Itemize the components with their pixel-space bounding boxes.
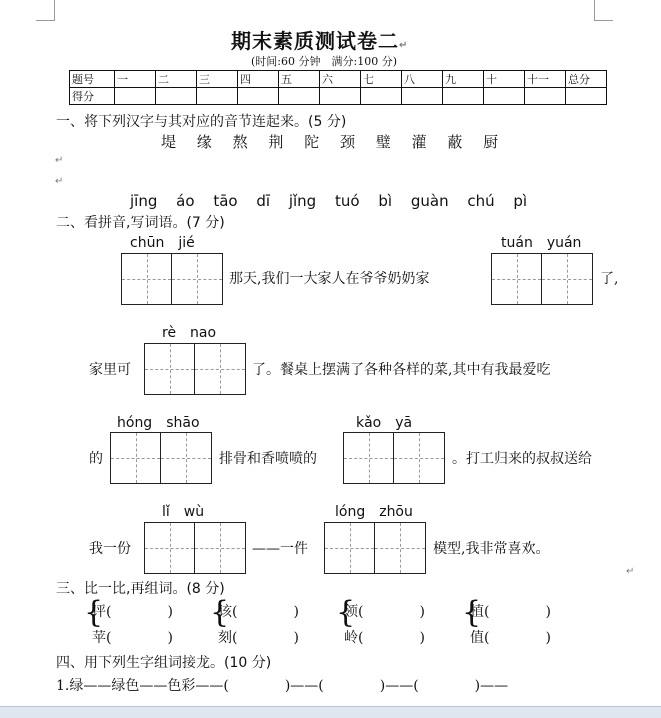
compare-word: 领( ) xyxy=(344,604,425,620)
pinyin-item: jīng xyxy=(130,192,158,210)
section-2-heading: 二、看拼音,写词语。(7 分) xyxy=(56,215,225,231)
table-cell: 九 xyxy=(443,71,484,88)
paragraph-mark-icon: ↵ xyxy=(55,176,64,187)
table-cell: 八 xyxy=(402,71,443,88)
table-cell: 题号 xyxy=(70,71,115,88)
table-cell: 总分 xyxy=(566,71,607,88)
score-entry-cell[interactable] xyxy=(238,88,279,105)
table-cell: 二 xyxy=(156,71,197,88)
compare-word: 植( ) xyxy=(470,604,551,620)
score-table-row-scores xyxy=(70,88,607,105)
pinyin-prompt: lóng zhōu xyxy=(335,504,413,520)
page-corner-top-right xyxy=(594,0,613,21)
page-corner-top-left xyxy=(36,0,55,21)
character-item: 厨 xyxy=(483,133,501,151)
writing-grid[interactable] xyxy=(144,522,246,574)
table-cell: 一 xyxy=(115,71,156,88)
paragraph-mark-icon: ↵ xyxy=(55,155,64,166)
score-entry-cell[interactable] xyxy=(402,88,443,105)
table-cell: 七 xyxy=(361,71,402,88)
score-table xyxy=(69,70,607,105)
character-item: 荆 xyxy=(268,133,286,151)
pinyin-item: tuó xyxy=(335,192,360,210)
score-entry-cell[interactable] xyxy=(443,88,484,105)
pinyin-item: dī xyxy=(256,192,271,210)
pinyin-prompt: chūn jié xyxy=(130,235,195,251)
character-item: 蔽 xyxy=(447,133,465,151)
brace-icon: { xyxy=(336,595,356,630)
section-1-heading: 一、将下列汉字与其对应的音节连起来。(5 分) xyxy=(56,114,347,130)
pinyin-item: bì xyxy=(378,192,393,210)
score-entry-cell[interactable] xyxy=(484,88,525,105)
compare-word: 值( ) xyxy=(470,630,551,646)
table-cell: 十一 xyxy=(525,71,566,88)
paragraph-mark-icon: ↵ xyxy=(626,566,635,577)
score-entry-cell[interactable] xyxy=(566,88,607,105)
writing-grid[interactable] xyxy=(144,343,246,395)
score-entry-cell[interactable] xyxy=(525,88,566,105)
score-entry-cell[interactable] xyxy=(320,88,361,105)
score-entry-cell[interactable] xyxy=(361,88,402,105)
compare-word: 刻( ) xyxy=(218,630,299,646)
pinyin-item: pì xyxy=(513,192,528,210)
section-4-heading: 四、用下列生字组词接龙。(10 分) xyxy=(56,655,272,671)
sentence-text: 排骨和香喷喷的 xyxy=(219,451,317,467)
pinyin-item: guàn xyxy=(410,192,449,210)
writing-grid[interactable] xyxy=(343,432,445,484)
sentence-text: 了, xyxy=(600,271,619,287)
compare-word: 评( ) xyxy=(92,604,173,620)
pinyin-item: áo xyxy=(176,192,195,210)
sentence-text: 那天,我们一大家人在爷爷奶奶家 xyxy=(229,271,430,287)
chain-exercise-line: 1.绿——绿色——色彩——( )——( )——( )—— xyxy=(56,678,509,694)
pinyin-prompt: kǎo yā xyxy=(356,415,413,431)
table-cell: 得分 xyxy=(70,88,115,105)
character-item: 陀 xyxy=(304,133,322,151)
compare-word: 苹( ) xyxy=(92,630,173,646)
sentence-text: 。打工归来的叔叔送给 xyxy=(452,451,592,467)
score-entry-cell[interactable] xyxy=(115,88,156,105)
page-title: 期末素质测试卷二↵ xyxy=(231,29,409,53)
sentence-text: 的 xyxy=(89,451,103,467)
sentence-text: 我一份 xyxy=(89,541,131,557)
pinyin-item: jǐng xyxy=(288,192,317,210)
brace-icon: { xyxy=(462,595,482,630)
writing-grid[interactable] xyxy=(324,522,426,574)
character-item: 颈 xyxy=(339,133,357,151)
sentence-text: ——一件 xyxy=(252,541,308,557)
score-table-row-headers xyxy=(70,71,607,88)
compare-word: 岭( ) xyxy=(344,630,425,646)
pinyin-item: chú xyxy=(467,192,495,210)
character-item: 璧 xyxy=(375,133,393,151)
pinyin-prompt: hóng shāo xyxy=(117,415,200,431)
section-1-pinyin xyxy=(130,192,527,210)
compare-word: 该( ) xyxy=(218,604,299,620)
writing-grid[interactable] xyxy=(121,253,223,305)
table-cell: 四 xyxy=(238,71,279,88)
character-item: 熬 xyxy=(232,133,250,151)
table-cell: 五 xyxy=(279,71,320,88)
page-bottom-edge xyxy=(0,706,661,718)
score-entry-cell[interactable] xyxy=(279,88,320,105)
score-entry-cell[interactable] xyxy=(156,88,197,105)
character-item: 缘 xyxy=(196,133,214,151)
pinyin-prompt: rè nao xyxy=(162,325,217,341)
sentence-text: 了。餐桌上摆满了各种各样的菜,其中有我最爱吃 xyxy=(252,362,551,378)
score-entry-cell[interactable] xyxy=(197,88,238,105)
pinyin-prompt: tuán yuán xyxy=(501,235,582,251)
table-cell: 六 xyxy=(320,71,361,88)
sentence-text: 模型,我非常喜欢。 xyxy=(433,541,550,557)
paragraph-mark-icon: ↵ xyxy=(399,40,409,51)
pinyin-item: tāo xyxy=(213,192,238,210)
section-1-characters xyxy=(161,131,500,152)
character-item: 堤 xyxy=(161,133,179,151)
character-item: 灌 xyxy=(411,133,429,151)
sentence-text: 家里可 xyxy=(89,362,131,378)
brace-icon: { xyxy=(84,595,104,630)
brace-icon: { xyxy=(210,595,230,630)
table-cell: 十 xyxy=(484,71,525,88)
pinyin-prompt: lǐ wù xyxy=(162,504,205,520)
page-subtitle: (时间:60 分钟 满分:100 分) xyxy=(251,55,397,68)
writing-grid[interactable] xyxy=(491,253,593,305)
section-3-heading: 三、比一比,再组词。(8 分) xyxy=(56,581,225,597)
table-cell: 三 xyxy=(197,71,238,88)
writing-grid[interactable] xyxy=(110,432,212,484)
